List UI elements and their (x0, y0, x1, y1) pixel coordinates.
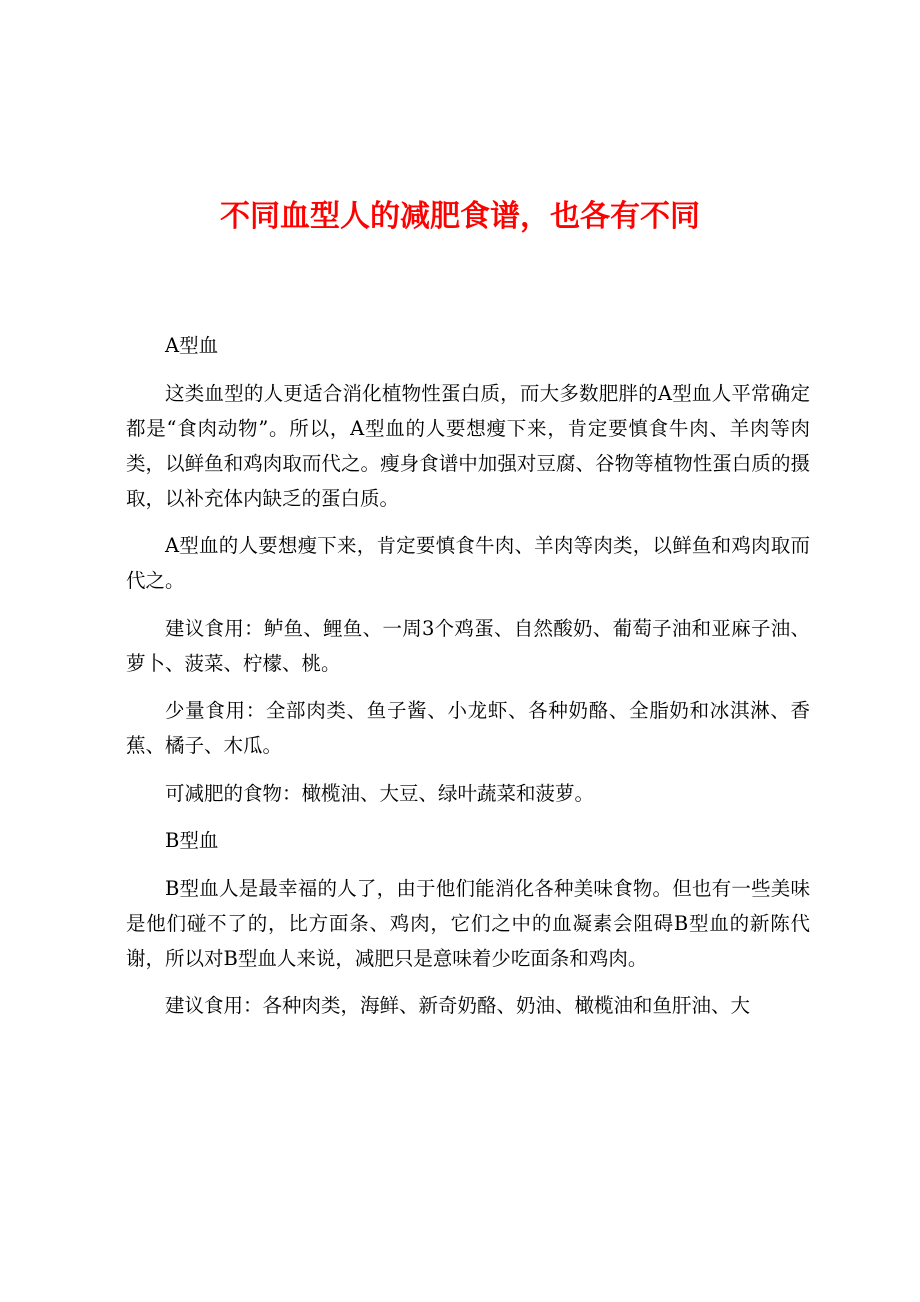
paragraph-type-a-intro: 这类血型的人更适合消化植物性蛋白质，而大多数肥胖的A型血人平常确定都是“食肉动物”。所以，A型血的人要想瘦下来，肯定要慎食牛肉、羊肉等肉类，以鲜鱼和鸡肉取而代之。瘦身食谱中加强对豆腐、谷物等植物性蛋白质的摄取，以补充体内缺乏的蛋白质。 (126, 381, 810, 510)
paragraph-type-a-limited: 少量食用：全部肉类、鱼子酱、小龙虾、各种奶酪、全脂奶和冰淇淋、香蕉、橘子、木瓜。 (126, 699, 810, 757)
paragraph-type-a-slimming-foods: 可减肥的食物：橄榄油、大豆、绿叶蔬菜和菠萝。 (165, 781, 595, 805)
paragraph-type-a-recommended: 建议食用：鲈鱼、鲤鱼、一周3个鸡蛋、自然酸奶、葡萄子油和亚麻子油、萝卜、菠菜、柠檬、桃。 (126, 616, 810, 675)
section-heading-type-b: B型血 (165, 829, 219, 852)
paragraph-type-b-intro: B型血人是最幸福的人了，由于他们能消化各种美味食物。但也有一些美味是他们碰不了的，比方面条、鸡肉，它们之中的血凝素会阻碍B型血的新陈代谢，所以对B型血人来说，减肥只是意味着少吃面条和鸡肉。 (126, 876, 810, 970)
document-title: 不同血型人的减肥食谱，也各有不同 (220, 199, 700, 234)
paragraph-type-a-summary: A型血的人要想瘦下来，肯定要慎食牛肉、羊肉等肉类，以鲜鱼和鸡肉取而代之。 (126, 534, 810, 592)
document-body (126, 328, 810, 1036)
paragraph-type-b-recommended: 建议食用：各种肉类，海鲜、新奇奶酪、奶油、橄榄油和鱼肝油、大 (165, 994, 751, 1017)
section-heading-type-a: A型血 (165, 334, 219, 357)
